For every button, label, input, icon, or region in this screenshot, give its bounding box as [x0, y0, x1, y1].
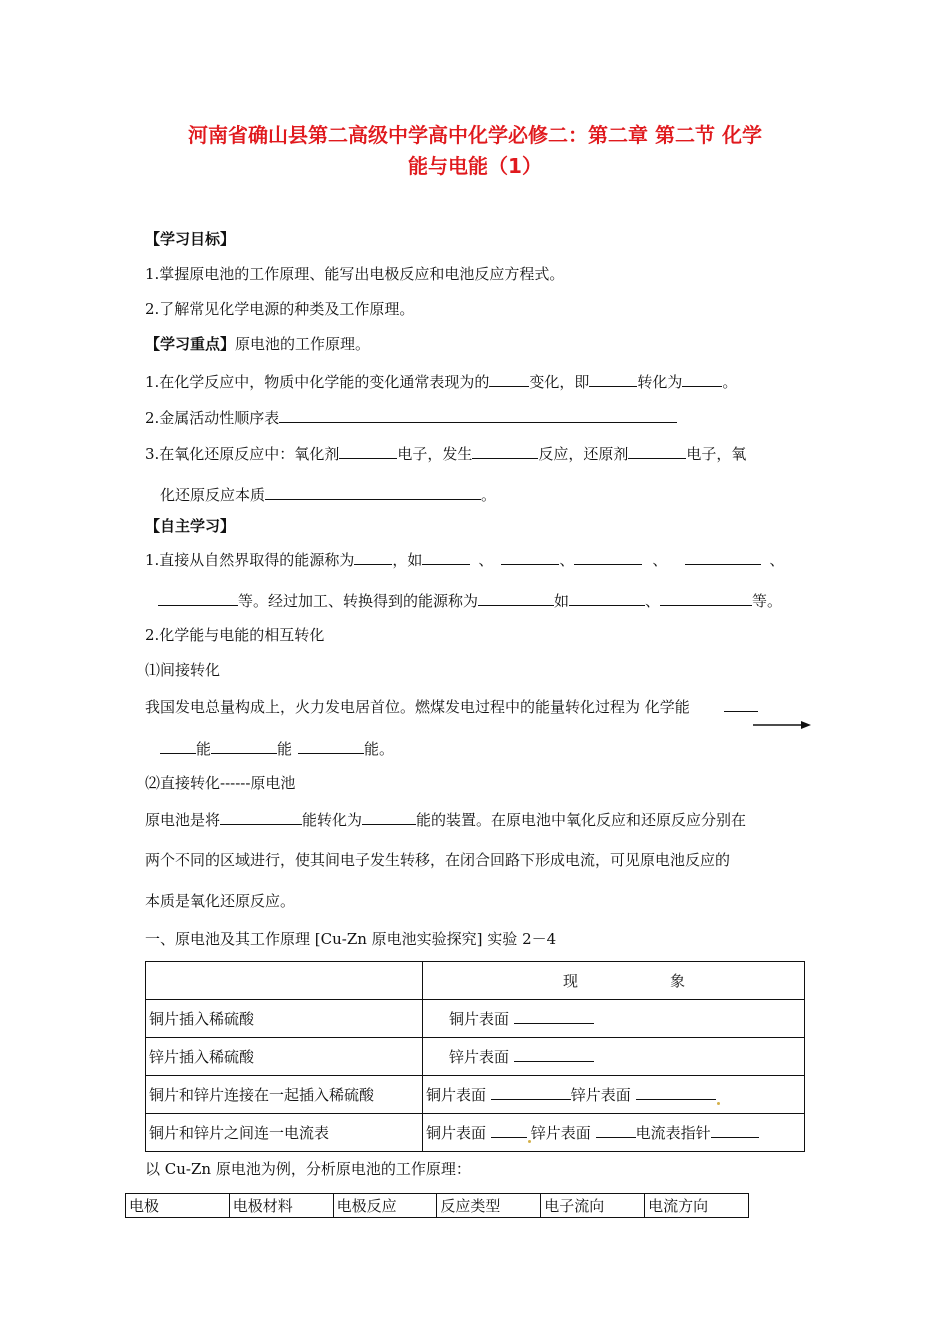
- table-header-cell: 电极材料: [229, 1194, 333, 1218]
- blank-field[interactable]: [660, 590, 752, 606]
- table-cell: 铜片表面: [423, 1000, 805, 1038]
- focus-header: 【学习重点】: [145, 335, 236, 353]
- subsection-indirect: ⑴间接转化: [145, 661, 221, 679]
- focus-question-3: 3.在氧化还原反应中：氧化剂 电子，发生 反应，还原剂 电子，氧: [145, 445, 747, 463]
- indirect-paragraph: 我国发电总量构成上，火力发电居首位。燃煤发电过程中的能量转化过程为 化学能: [145, 696, 758, 717]
- direct-paragraph-2: 两个不同的区域进行，使其间电子发生转移，在闭合回路下形成电流，可见原电池反应的: [145, 851, 731, 869]
- table-cell: 铜片表面 锌片表面 电流表指针: [423, 1114, 805, 1152]
- blank-field[interactable]: [724, 696, 758, 712]
- subsection-direct: ⑵直接转化------原电池: [145, 774, 296, 792]
- blank-field[interactable]: [514, 1008, 594, 1024]
- blank-field[interactable]: [478, 590, 554, 606]
- indirect-paragraph-cont: 能 能 能。: [160, 738, 394, 759]
- blank-field[interactable]: [339, 443, 397, 459]
- goals-header: 【学习目标】: [145, 230, 236, 248]
- blank-field[interactable]: [160, 738, 196, 754]
- title-line-2: 能与电能（1）: [408, 154, 542, 178]
- section-heading-1: 一、原电池及其工作原理 [Cu-Zn 原电池实验探究] 实验 2－4: [145, 930, 557, 948]
- direct-paragraph-3: 本质是氧化还原反应。: [145, 892, 296, 910]
- analysis-table: [125, 1193, 749, 1218]
- blank-field[interactable]: [211, 738, 277, 754]
- blank-field[interactable]: [422, 549, 470, 565]
- table-row: [146, 1038, 805, 1076]
- blank-field[interactable]: [569, 590, 645, 606]
- blank-field[interactable]: [636, 1084, 716, 1100]
- blank-field[interactable]: [158, 590, 238, 606]
- blank-field[interactable]: [628, 443, 686, 459]
- focus-question-1: 1.在化学反应中，物质中化学能的变化通常表现为的 变化，即 转化为 。: [145, 373, 738, 391]
- blank-field[interactable]: [589, 371, 637, 387]
- blank-field[interactable]: [362, 809, 416, 825]
- blank-field[interactable]: [491, 1084, 571, 1100]
- blank-field[interactable]: [501, 549, 559, 565]
- table-cell: 铜片和锌片连接在一起插入稀硫酸: [146, 1076, 423, 1114]
- blank-field[interactable]: [472, 443, 538, 459]
- table-row: [146, 1000, 805, 1038]
- blank-field[interactable]: [489, 371, 529, 387]
- mark-dot: [717, 1102, 720, 1105]
- direct-paragraph-1: 原电池是将 能转化为 能的装置。在原电池中氧化反应和还原反应分别在: [145, 811, 747, 829]
- arrow-right-icon: [753, 720, 811, 730]
- self-study-question-1-cont: 等。经过加工、转换得到的能源称为 如 、 等。: [158, 590, 782, 611]
- blank-field[interactable]: [574, 549, 642, 565]
- table-header-cell: 电极: [126, 1194, 230, 1218]
- table-header-cell: 电极反应: [333, 1194, 437, 1218]
- analysis-text: 以 Cu-Zn 原电池为例，分析原电池的工作原理：: [145, 1160, 471, 1178]
- table-cell: 铜片表面 锌片表面: [423, 1076, 805, 1114]
- table-cell: 锌片插入稀硫酸: [146, 1038, 423, 1076]
- blank-field[interactable]: [354, 549, 392, 565]
- table-cell: [146, 962, 423, 1000]
- table-row: [146, 1114, 805, 1152]
- self-study-question-2: 2.化学能与电能的相互转化: [145, 626, 325, 644]
- focus-question-2: 2.金属活动性顺序表: [145, 407, 677, 428]
- document-title: [120, 120, 830, 182]
- goal-item-2: 2.了解常见化学电源的种类及工作原理。: [145, 300, 415, 318]
- table-header-cell: 现 象: [423, 962, 805, 1000]
- table-cell: 铜片插入稀硫酸: [146, 1000, 423, 1038]
- blank-field[interactable]: [514, 1046, 594, 1062]
- table-header-cell: 反应类型: [437, 1194, 541, 1218]
- title-line-1: 河南省确山县第二高级中学高中化学必修二：第二章 第二节 化学: [188, 123, 762, 147]
- blank-field[interactable]: [682, 371, 722, 387]
- blank-field[interactable]: [265, 484, 481, 500]
- self-study-header: 【自主学习】: [145, 517, 236, 535]
- table-header-row: [146, 962, 805, 1000]
- focus-text: 原电池的工作原理。: [235, 335, 371, 353]
- blank-field[interactable]: [298, 738, 364, 754]
- experiment-table: [145, 961, 805, 1152]
- blank-field[interactable]: [220, 809, 302, 825]
- focus-line: [145, 334, 370, 354]
- table-header-row: [126, 1194, 749, 1218]
- table-header-cell: 电子流向: [541, 1194, 645, 1218]
- blank-field[interactable]: [279, 407, 677, 423]
- table-row: [146, 1076, 805, 1114]
- focus-question-3-cont: 化还原反应本质 。: [160, 486, 497, 504]
- blank-field[interactable]: [711, 1122, 759, 1138]
- table-cell: 锌片表面: [423, 1038, 805, 1076]
- blank-field[interactable]: [685, 549, 761, 565]
- goal-item-1: 1.掌握原电池的工作原理、能写出电极反应和电池反应方程式。: [145, 265, 565, 283]
- self-study-question-1: 1.直接从自然界取得的能源称为 ，如 、 、 、 、: [145, 551, 785, 569]
- table-header-cell: 电流方向: [645, 1194, 749, 1218]
- blank-field[interactable]: [491, 1122, 527, 1138]
- blank-field[interactable]: [596, 1122, 636, 1138]
- table-cell: 铜片和锌片之间连一电流表: [146, 1114, 423, 1152]
